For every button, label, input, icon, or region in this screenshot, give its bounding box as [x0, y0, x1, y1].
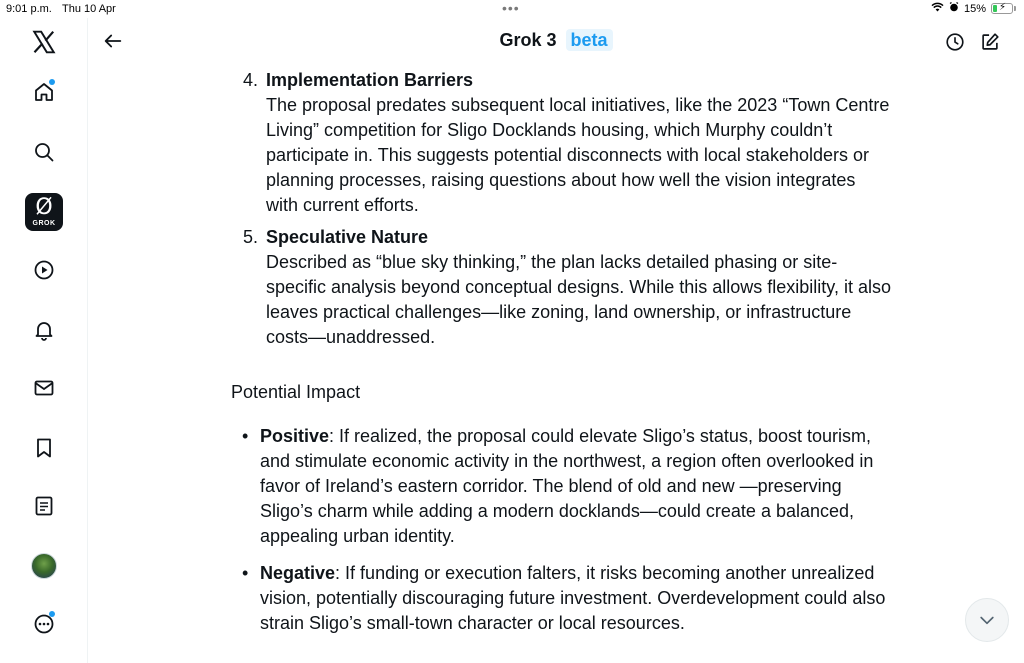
- list-number: 5.: [243, 227, 259, 247]
- list-item: [231, 68, 891, 218]
- section-heading: Potential Impact: [231, 382, 361, 402]
- home-icon[interactable]: [24, 72, 64, 112]
- mail-icon[interactable]: [24, 368, 64, 408]
- bullet-body: : If funding or execution falters, it risks becoming another unrealized vision, potentially discouraging future investment. Overdevelopment could also strain Sligo’s small-town character or local resources.: [260, 563, 886, 633]
- multitask-dots[interactable]: •••: [502, 0, 520, 16]
- new-chat-icon[interactable]: [978, 30, 1002, 54]
- grok-icon[interactable]: Ø GROK: [24, 192, 64, 232]
- battery-percent: 15%: [963, 2, 986, 15]
- list-item-heading: Implementation Barriers: [266, 70, 474, 90]
- alarm-icon: [949, 2, 959, 15]
- list-number: 4.: [243, 70, 259, 90]
- grok-label: GROK: [32, 220, 56, 227]
- bullet-marker: •: [242, 563, 249, 583]
- scroll-down-button[interactable]: [965, 598, 1009, 642]
- sidebar-nav: [0, 18, 88, 663]
- history-icon[interactable]: [943, 30, 967, 54]
- chevron-down-icon: [977, 610, 997, 630]
- bookmark-icon[interactable]: [24, 428, 64, 468]
- more-icon[interactable]: [24, 604, 64, 644]
- search-icon[interactable]: [24, 132, 64, 172]
- bullet-body: : If realized, the proposal could elevate Sligo’s status, boost tourism, and stimulate economic activity in the northwest, a region often overlooked in favor of Ireland’s eastern corridor. The blend of old and new —preserving Sligo’s charm while adding a modern docklands—could create a balanced, appealing urban identity.: [260, 426, 874, 546]
- play-icon[interactable]: [24, 250, 64, 290]
- bullet-heading: Positive: [260, 426, 330, 446]
- page-title: [88, 30, 1024, 51]
- home-badge: [49, 79, 55, 85]
- status-bar: [0, 0, 1024, 18]
- list-item-body: The proposal predates subsequent local initiatives, like the 2023 “Town Centre Living” competition for Sligo Docklands housing, which Murphy couldn’t participate in. This suggests potential disconnects with local stakeholders or planning processes, raising questions about how well the vision integrates with current efforts.: [266, 95, 890, 215]
- status-date: Thu 10 Apr: [62, 3, 116, 15]
- battery-icon: ⚡: [991, 3, 1013, 14]
- more-badge: [49, 611, 55, 617]
- x-logo-icon[interactable]: [24, 22, 64, 62]
- list-item: [231, 225, 891, 350]
- bullet-marker: •: [242, 426, 249, 446]
- bullet-heading: Negative: [260, 563, 336, 583]
- list-item-body: Described as “blue sky thinking,” the plan lacks detailed phasing or site-specific analysis beyond conceptual designs. While this allows flexibility, it also leaves practical challenges—like zoning, land ownership, or infrastructure costs—unaddressed.: [266, 252, 891, 347]
- beta-badge: beta: [566, 29, 613, 51]
- wifi-icon: [931, 2, 944, 15]
- status-time: 9:01 p.m.: [6, 3, 52, 15]
- list-item: [231, 561, 891, 636]
- list-item-heading: Speculative Nature: [266, 227, 429, 247]
- avatar[interactable]: [24, 546, 64, 586]
- list-item: [231, 424, 891, 549]
- title-text: Grok 3: [499, 30, 557, 50]
- top-header: [88, 18, 1024, 66]
- grok-response: [231, 68, 891, 636]
- notes-icon[interactable]: [24, 486, 64, 526]
- bell-icon[interactable]: [24, 310, 64, 350]
